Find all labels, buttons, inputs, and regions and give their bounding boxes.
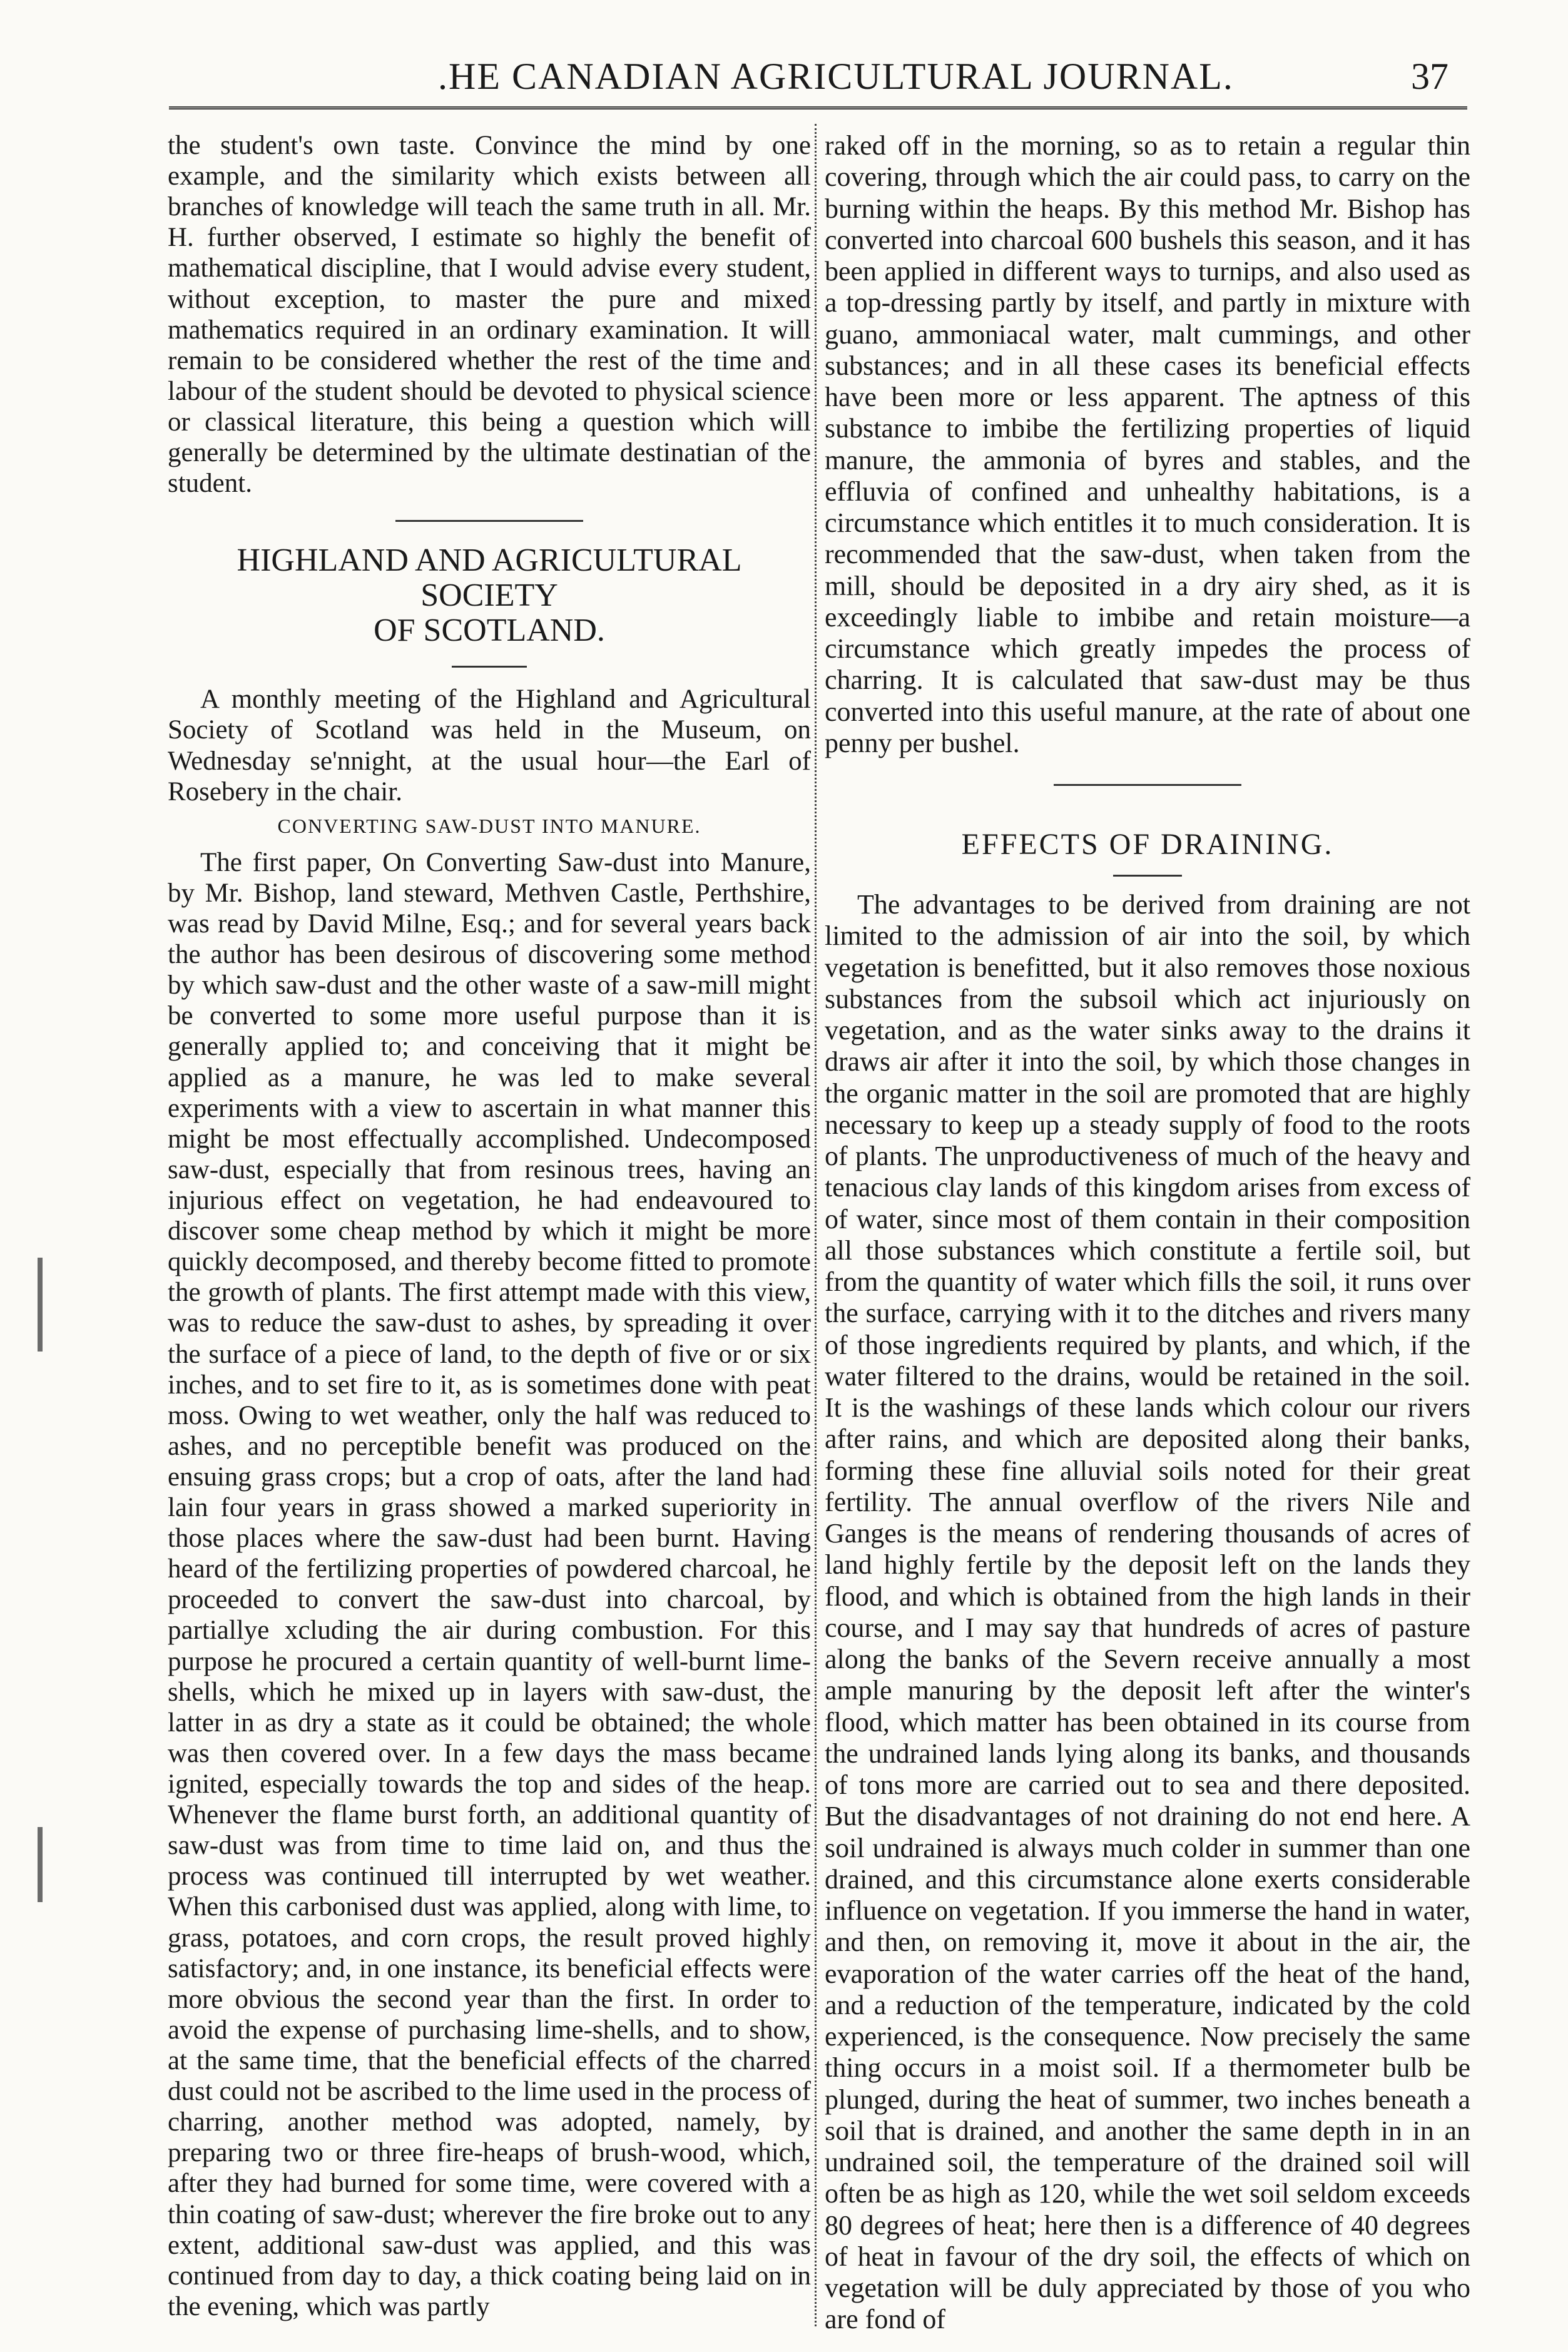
header-rule (169, 106, 1467, 109)
page-number: 37 (1411, 56, 1448, 97)
running-head: .HE CANADIAN AGRICULTURAL JOURNAL. (438, 56, 1234, 97)
article-subheading: CONVERTING SAW-DUST INTO MANURE. (277, 814, 701, 837)
draining-heading: EFFECTS OF DRAINING. (961, 828, 1334, 861)
opening-paragraph: the student's own taste. Convince the mind by one example, and the similarity which exists between all branches of knowledge will teach the same truth in all. Mr. H. further observed, I estimate so highly the benefit of mathematical discipline, that I would advise every student, without exception, to master the pure and mixed mathematics required in an ordinary examination. It will remain to be considered whether the rest of the time and labour of the student should be devoted to physical science or classical literature, this being a question which will generally be determined by the ultimate destinatian of the student. (168, 131, 811, 499)
society-heading-line-2: OF SCOTLAND. (374, 613, 605, 649)
section-rule (395, 520, 583, 522)
scan-margin-mark (38, 1258, 43, 1352)
heading-rule (452, 666, 527, 668)
right-column (825, 130, 1470, 2336)
scan-margin-mark (38, 1827, 43, 1902)
column-divider (815, 124, 817, 2326)
section-rule (1054, 784, 1241, 786)
draining-paragraph: The advantages to be derived from draining are not limited to the admission of air into the soil, by which vegetation is benefitted, but it also removes those noxious substances from the subsoil which act injuriously on vegetation, and as the water sinks away to the drains it draws air after it into the soil, by which those changes in the organic matter in the soil are promoted that are highly necessary to keep up a steady supply of food to the roots of plants. The unproductiveness of much of the heavy and tenacious clay lands of this kingdom arises from excess of of water, since most of them contain in their composition all those substances which constitute a fertile soil, but from the quantity of water which fills the soil, it runs over the surface, carrying with it to the ditches and rivers many of those ingredients required by plants, and which, if the water filtered to the drains, would be retained in the soil. It is the washings of these lands which colour our rivers after rains, and which are deposited along their banks, forming these fine alluvial soils noted for their great fertility. The annual overflow of the rivers Nile and Ganges is the means of rendering thousands of acres of land highly fertile by the deposit left on the lands they flood, and which is obtained from the high lands in their course, and I may say that hundreds of acres of pasture along the banks of the Severn receive annually a most ample manuring by the deposit left after the winter's flood, which matter has been obtained in its course from the undrained lands lying along its banks, and thousands of tons more are carried out to sea and there deposited. But the disadvantages of not draining do not end here. A soil undrained is always much colder in summer than one drained, and this circumstance alone exerts considerable influence on vegetation. If you immerse the hand in water, and then, on removing it, move it about in the air, the evaporation of the water carries off the heat of the hand, and a reduction of the temperature, indicated by the cold experienced, is the consequence. Now precisely the same thing occurs in a moist soil. If a thermometer bulb be plunged, during the heat of summer, two inches beneath a soil that is drained, and another the same depth in in an undrained soil, the temperature of the drained soil will often be as high as 120, while the wet soil seldom exceeds 80 degrees of heat; here then is a difference of 40 degrees of heat in favour of the dry soil, the effects of which on vegetation will be duly appreciated by those of you who are fond of (825, 889, 1470, 2335)
heading-rule (1113, 875, 1182, 877)
society-intro-paragraph: A monthly meeting of the Highland and Agricultural Society of Scotland was held in the Museum, on Wednesday se'nnight, at the usual hour—the Earl of Rosebery in the chair. (168, 685, 811, 807)
left-column (168, 130, 811, 2322)
sawdust-paragraph: The first paper, On Converting Saw-dust into Manure, by Mr. Bishop, land steward, Methven Castle, Perthshire, was read by David Milne, Esq.; and for several years back the author has been desirous of discovering some method by which saw-dust and the other waste of a saw-mill might be converted to some more useful purpose than it is generally applied to; and conceiving that it might be applied as a manure, he was led to make several experiments with a view to ascertain in what manner this might be most effectually accomplished. Undecomposed saw-dust, especially that from resinous trees, having an injurious effect on vegetation, he had endeavoured to discover some cheap method by which it might be more quickly decomposed, and thereby become fitted to promote the growth of plants. The first attempt made with this view, was to reduce the saw-dust to ashes, by spreading it over the surface of a piece of land, to the depth of five or or six inches, and to set fire to it, as is sometimes done with peat moss. Owing to wet weather, only the half was reduced to ashes, and no perceptible benefit was produced on the ensuing grass crops; but a crop of oats, after the land had lain four years in grass showed a marked superiority in those places where the saw-dust had been burnt. Having heard of the fertilizing properties of powdered charcoal, he proceeded to convert the saw-dust into charcoal, by partiallye xcluding the air during combustion. For this purpose he procured a certain quantity of well-burnt lime-shells, which he mixed up in layers with saw-dust, the latter in as dry a state as it could be obtained; the whole was then covered over. In a few days the mass became ignited, especially towards the top and sides of the heap. Whenever the flame burst forth, an additional quantity of saw-dust was from time to time laid on, and thus the process was continued till interrupted by wet weather. When this carbonised dust was applied, along with lime, to grass, potatoes, and corn crops, the result proved highly satisfactory; and, in one instance, its beneficial effects were more obvious the second year than the first. In order to avoid the expense of purchasing lime-shells, and to show, at the same time, that the beneficial effects of the charred dust could not be ascribed to the lime used in the process of charring, another method was adopted, namely, by preparing two or three fire-heaps of brush-wood, which, after they had burned for some time, were covered with a thin coating of saw-dust; wherever the fire broke out to any extent, additional saw-dust was applied, and this was continued from day to day, a thick coating being laid on in the evening, which was partly (168, 847, 811, 2321)
continuation-paragraph: raked off in the morning, so as to retain a regular thin covering, through which the air could pass, to carry on the burning within the heaps. By this method Mr. Bishop has converted into charcoal 600 bushels this season, and it has been applied in different ways to turnips, and also used as a top-dressing partly by itself, and partly in mixture with guano, ammoniacal water, malt cummings, and other substances; and in all these cases its beneficial effects have been more or less apparent. The aptness of this substance to imbibe the fertilizing properties of liquid manure, the ammonia of byres and stables, and the effluvia of confined and unhealthy habitations, is a circumstance which entitles it to much consideration. It is recommended that the saw-dust, when taken from the mill, should be deposited in a dry airy shed, as it is exceedingly liable to imbibe and retain moisture—a circumstance which greatly impedes the process of charring. It is calculated that saw-dust may be thus converted into this useful manure, at the rate of about one penny per bushel. (825, 130, 1470, 758)
society-heading: HIGHLAND AND AGRICULTURAL SOCIETY (237, 542, 742, 614)
